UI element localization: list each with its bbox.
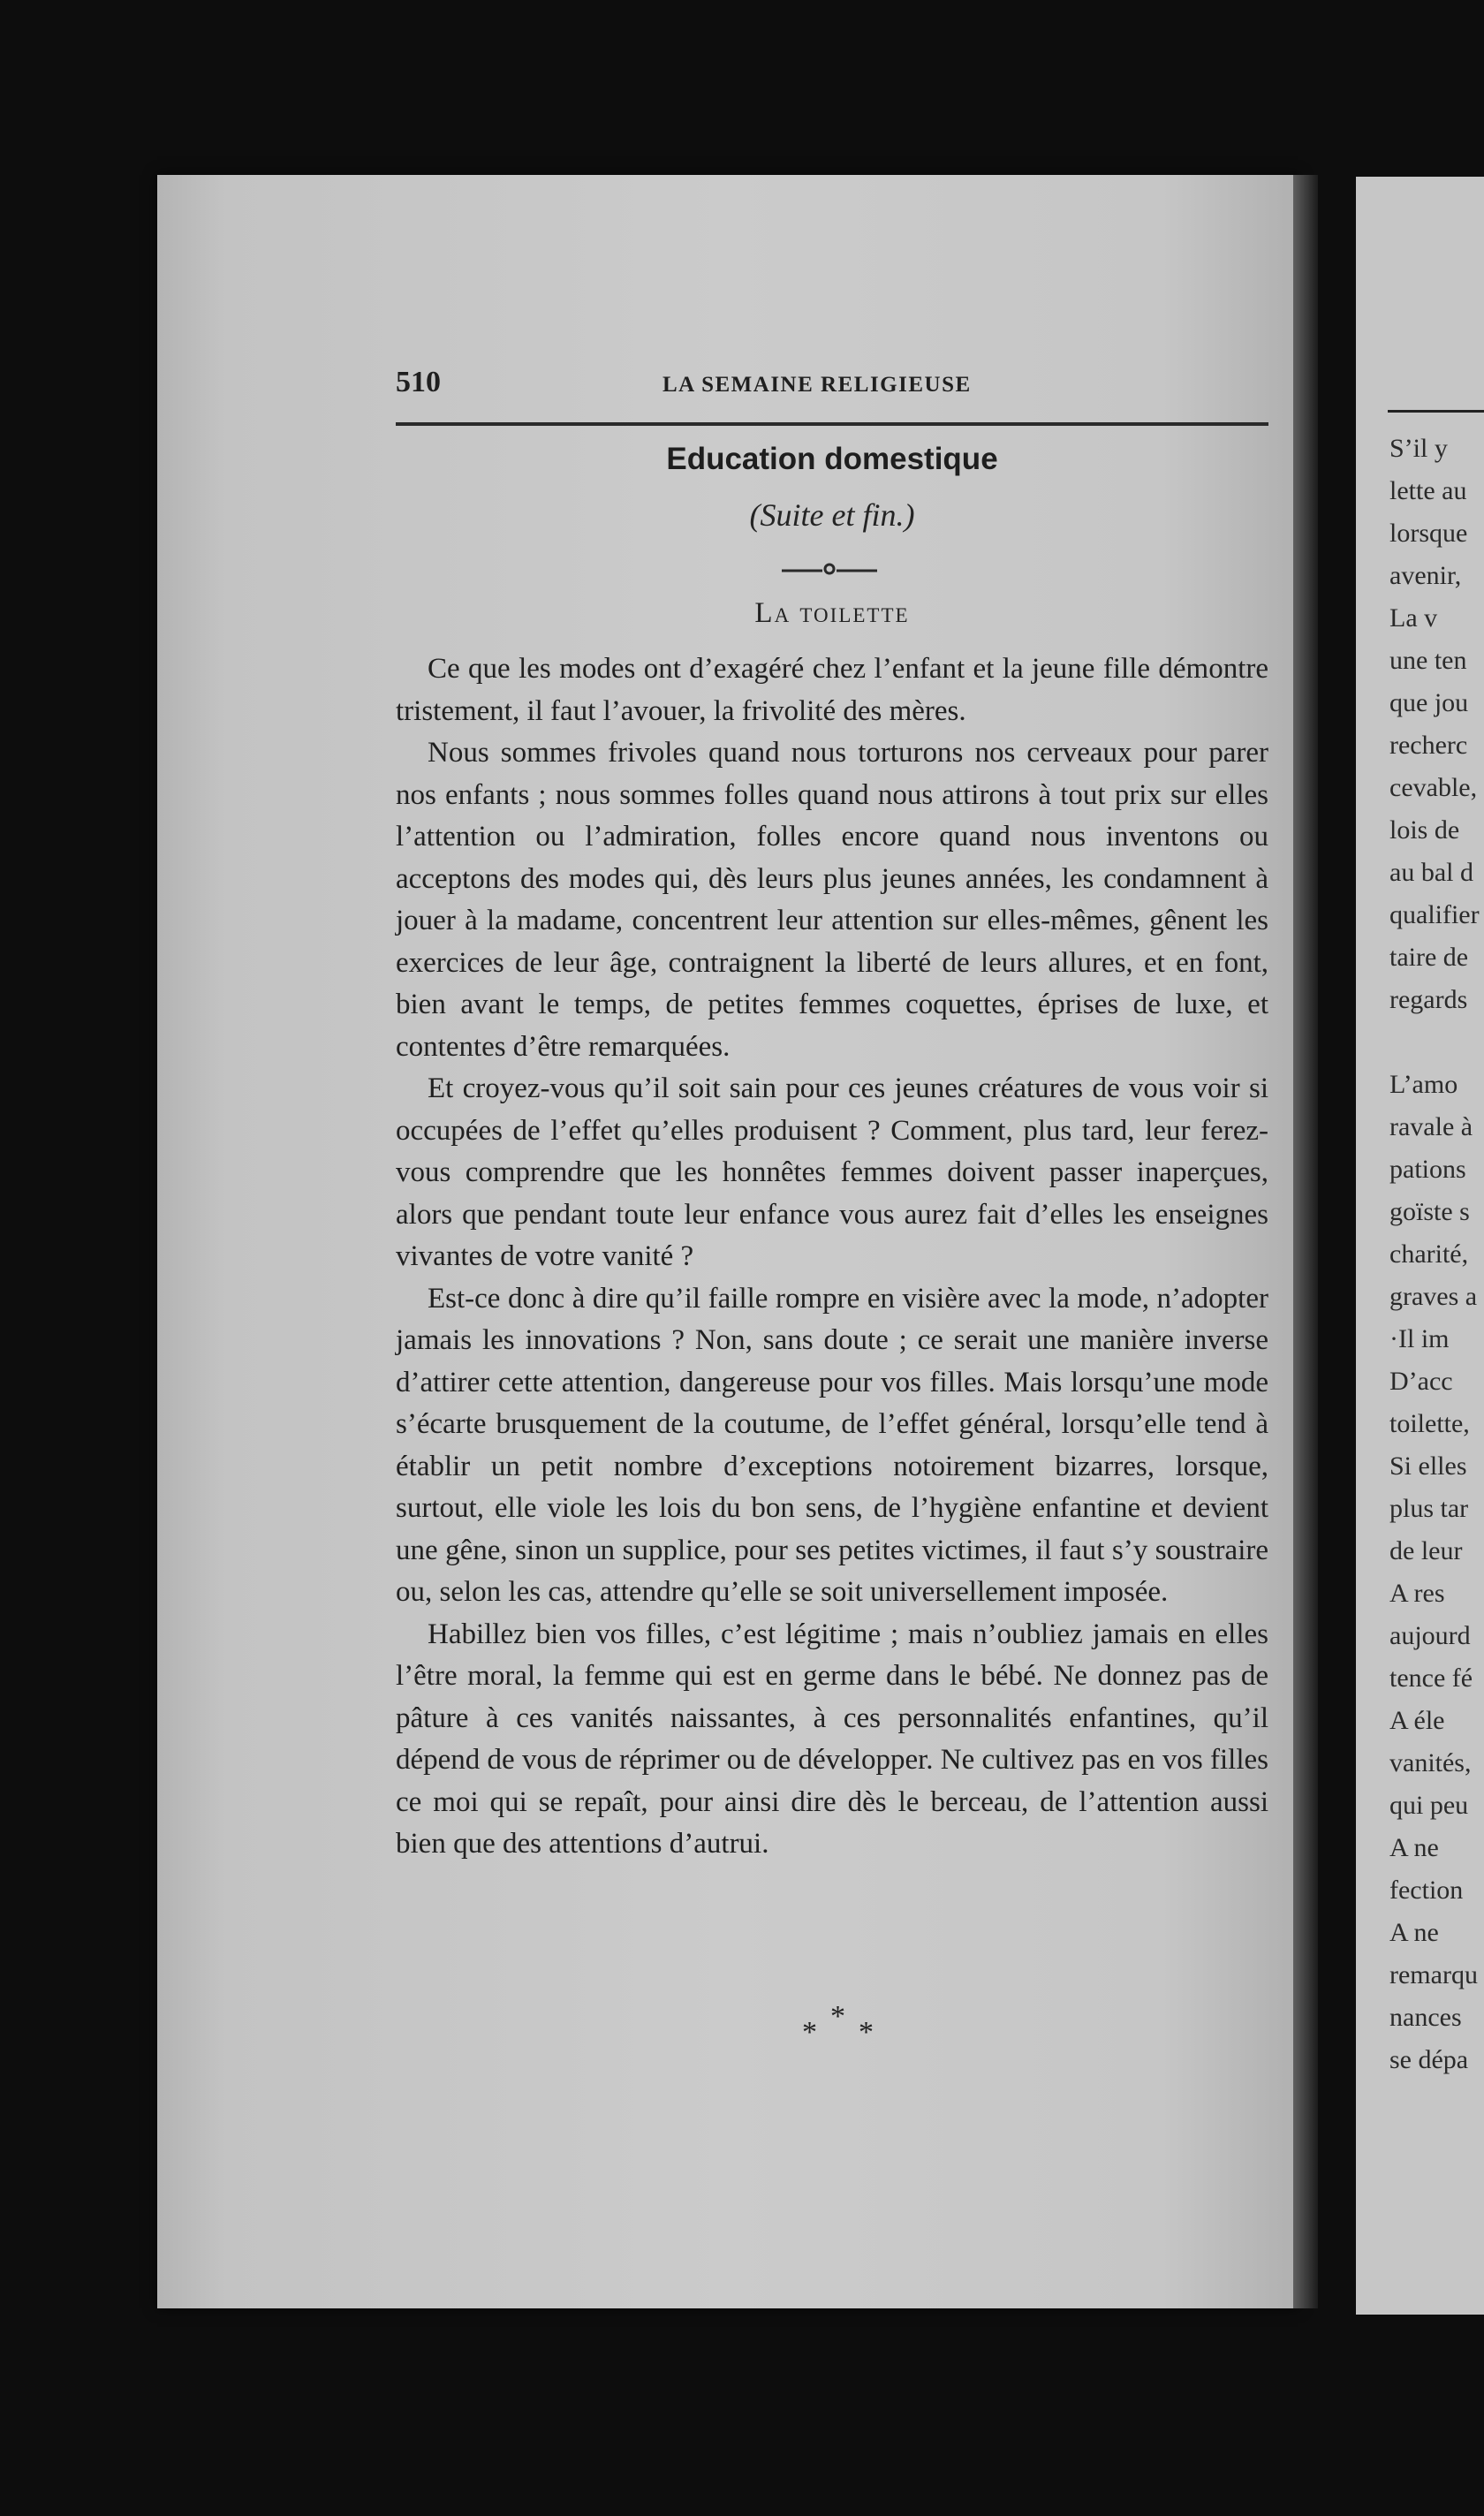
adjacent-line: toilette, <box>1389 1409 1470 1438</box>
adjacent-line: lois de <box>1389 815 1460 845</box>
paragraph: Et croyez-vous qu’il soit sain pour ces jeunes créatures de vous voir si occupées de l’effet qu’elles produisent ? Comment, plus tard, leur ferez-vous comprendre que les honnêtes femmes doivent passer inaperçues, alors que pendant toute leur enfance vous aurez fait d’elles les enseignes vivantes de votre vanité ? <box>396 1072 1268 1272</box>
section-heading: La toilette <box>754 597 910 629</box>
header-rule <box>396 422 1268 426</box>
paragraph: Est-ce donc à dire qu’il faille rompre en visière avec la mode, n’adopter jamais les innovations ? Non, sans doute ; ce serait une manière inverse d’attirer cette attention, dangereuse pour vos filles. Mais lorsqu’une mode s’écarte brusquement de la coutume, de l’effet général, lorsqu’elle tend à établir un petit nombre d’exceptions notoirement bizarres, lorsque, surtout, elle viole les lois du bon sens, de l’hygiène enfantine et devient une gêne, sinon un supplice, pour ses petites victimes, il faut s’y soustraire ou, selon les cas, attendre qu’elle se soit universellement imposée. <box>396 1282 1268 1608</box>
adjacent-line: une ten <box>1389 646 1467 675</box>
adjacent-line: charité, <box>1389 1239 1469 1269</box>
adjacent-line: taire de <box>1389 943 1469 972</box>
adjacent-line: se dépa <box>1389 2045 1469 2074</box>
adjacent-line: de leur <box>1389 1536 1463 1565</box>
adjacent-line: vanités, <box>1389 1748 1472 1777</box>
adjacent-line: ravale à <box>1389 1112 1473 1141</box>
adjacent-line: aujourd <box>1389 1621 1471 1650</box>
adjacent-line: recherc <box>1389 731 1468 760</box>
adjacent-line: que jou <box>1389 688 1469 717</box>
adjacent-page <box>1356 177 1484 2315</box>
paragraph: Ce que les modes ont d’exagéré chez l’enfant et la jeune fille démontre tristement, il faut l’avouer, la frivolité des mères. <box>396 653 1268 727</box>
asterism-star: * <box>830 2000 845 2033</box>
adjacent-line: S’il y <box>1389 434 1448 463</box>
page-gutter-shadow <box>1293 175 1318 2308</box>
asterism-star: * <box>802 2016 817 2049</box>
adjacent-line: Si elles <box>1389 1451 1467 1481</box>
adjacent-line: cevable, <box>1389 773 1478 802</box>
adjacent-page-rule <box>1388 410 1484 413</box>
adjacent-line: au bal d <box>1389 858 1473 887</box>
paragraph: Nous sommes frivoles quand nous torturons nos cerveaux pour parer nos enfants ; nous sommes folles quand nous attirons à tout prix sur elles l’attention ou l’admiration, folles encore quand nous inventons ou acceptons des modes qui, dès leurs plus jeunes années, les condamnent à jouer à la madame, concentrent leur attention sur elles-mêmes, gênent les exercices de leur âge, contraignent la liberté de leurs allures, et en font, bien avant le temps, de petites femmes coquettes, éprises de luxe, et contentes d’être remarquées. <box>396 737 1268 1063</box>
adjacent-line: goïste s <box>1389 1197 1470 1226</box>
adjacent-page-lines <box>1389 428 1484 2081</box>
article-body <box>396 648 1268 1866</box>
adjacent-line: fection <box>1389 1876 1464 1905</box>
article-title: Education domestique <box>666 442 998 476</box>
adjacent-line: D’acc <box>1389 1367 1453 1396</box>
adjacent-line: qui peu <box>1389 1791 1469 1820</box>
title-ornament <box>782 557 877 583</box>
adjacent-line: qualifier <box>1389 900 1480 929</box>
asterism-star: * <box>859 2016 874 2049</box>
adjacent-line: lette au <box>1389 476 1467 505</box>
paragraph: Habillez bien vos filles, c’est légitime ; mais n’oubliez jamais en elles l’être moral, la femme qui est en germe dans le bébé. Ne donnez pas de pâture à ces vanités naissantes, à ces personnalités enfantines, qu’il dépend de vous de réprimer ou de développer. Ne cultivez pas en vos filles ce moi qui se repaît, pour ainsi dire dès le berceau, de l’attention aussi bien que des attentions d’autrui. <box>396 1618 1268 1860</box>
page-number: 510 <box>396 366 441 398</box>
adjacent-line: lorsque <box>1389 519 1468 548</box>
adjacent-line: pations <box>1389 1155 1466 1184</box>
page-header <box>396 366 1267 410</box>
article-subtitle: (Suite et fin.) <box>749 497 915 533</box>
adjacent-line: A éle <box>1389 1706 1445 1735</box>
adjacent-line <box>1389 1021 1484 1064</box>
adjacent-line: A res <box>1389 1579 1445 1608</box>
adjacent-line: A ne <box>1389 1833 1439 1862</box>
adjacent-line: L’amo <box>1389 1070 1458 1099</box>
adjacent-line: La v <box>1389 603 1438 633</box>
adjacent-line: remarqu <box>1389 1960 1478 1989</box>
adjacent-line: nances <box>1389 2003 1462 2032</box>
adjacent-line: A ne <box>1389 1918 1439 1947</box>
adjacent-line: graves a <box>1389 1282 1478 1311</box>
adjacent-line: plus tar <box>1389 1494 1469 1523</box>
running-title: LA SEMAINE RELIGIEUSE <box>662 373 972 397</box>
adjacent-line: ·Il im <box>1389 1324 1450 1353</box>
adjacent-line: avenir, <box>1389 561 1462 590</box>
adjacent-line: tence fé <box>1389 1663 1473 1693</box>
adjacent-line: regards <box>1389 985 1468 1014</box>
asterism <box>795 1998 883 2051</box>
